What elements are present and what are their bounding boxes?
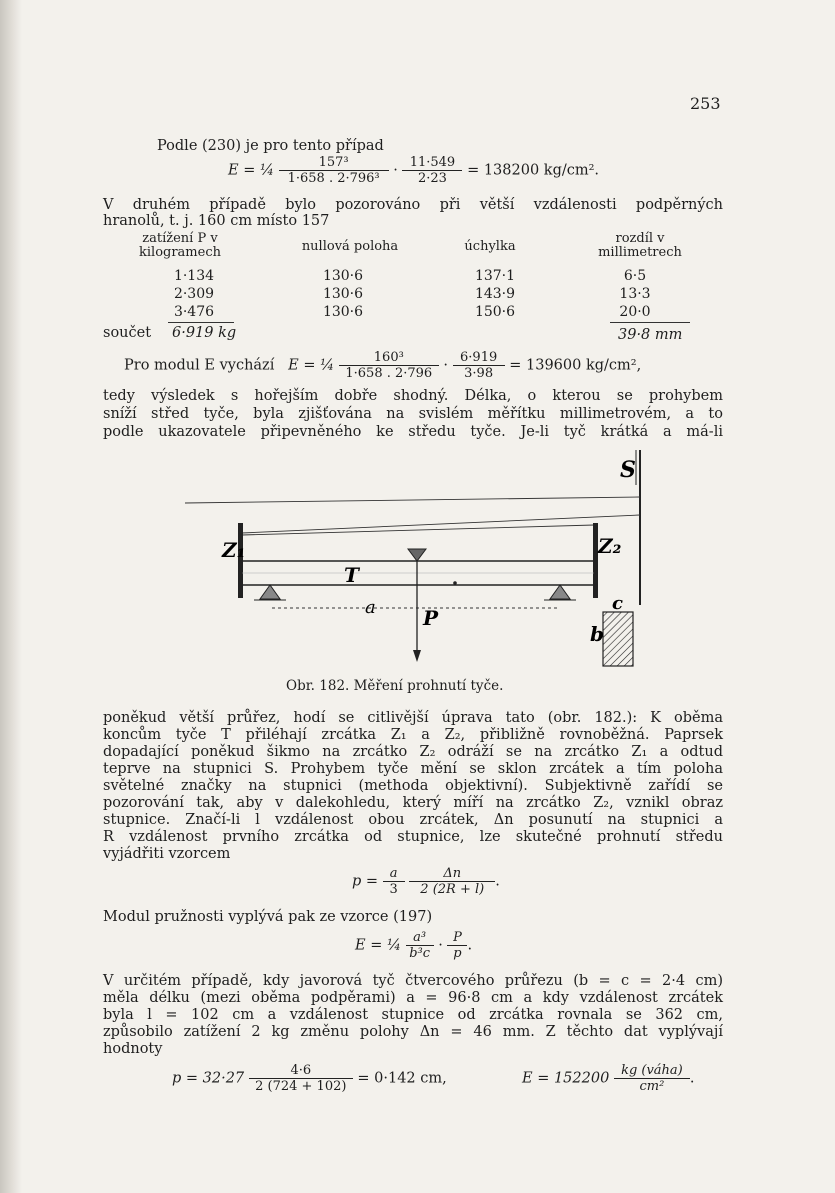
formula-e-lhs: E = ¼ (355, 937, 402, 954)
figure-caption: Obr. 182. Měření prohnutí tyče. (286, 678, 504, 694)
distance-label: a (365, 597, 376, 618)
text-line: světelné značky na stupnici (methoda objektivní). Subjektivně zařídí se (103, 778, 723, 794)
table-cell: 137·1 (474, 268, 516, 284)
formula-p-dn-num: Δn (443, 866, 462, 881)
rod-label: T (344, 563, 359, 587)
table-cell: 2·309 (173, 286, 215, 302)
table-sum-load: 6·919 kg (172, 325, 237, 341)
final-e-num: kg (váha) (621, 1063, 683, 1078)
text-line: způsobilo zatížení 2 kg změnu polohy Δn = 46 mm. Z těchto dat vyplývají (103, 1024, 723, 1040)
formula-1-num2: 11·549 (409, 155, 456, 170)
modulus-result: = 139600 kg/cm², (509, 357, 642, 374)
side-c-label: c (612, 593, 623, 614)
table-header-difference: rozdíl v millimetrech (598, 231, 682, 260)
formula-e-end: . (467, 937, 473, 954)
modulus-den2: 3·98 (453, 365, 505, 381)
final-e-lhs: E = 152200 (522, 1070, 610, 1087)
modulus-prefix: Pro modul E vychází (124, 357, 275, 374)
rod-center-mark (453, 581, 457, 585)
table-sum-label: součet (103, 325, 152, 341)
table-header-zero: nullová poloha (301, 239, 399, 254)
support-right (550, 585, 570, 599)
formula-p-end: . (495, 873, 500, 890)
text-line: vyjádřiti vzorcem (103, 846, 231, 862)
page-edge-shadow (0, 0, 22, 1193)
light-ray-reflected (242, 525, 594, 535)
mirror-z1-label: Z₁ (222, 538, 246, 562)
intro-line: Podle (230) je pro tento případ (157, 138, 384, 154)
final-p-den: 2 (724 + 102) (249, 1078, 353, 1094)
formula-1-den2: 2·23 (402, 170, 462, 186)
modulus-den1: 1·658 . 2·796 (339, 365, 439, 381)
figure-182 (180, 445, 680, 675)
side-b-label: b (590, 622, 604, 646)
table-cell: 130·6 (322, 286, 364, 302)
text-line: podle ukazovatele připevněného ke středu tyče. Je-li tyč krátká a má-li (103, 424, 723, 440)
light-ray-incoming (185, 497, 640, 503)
text-line: stupnice. Značí-li l vzdálenost obou zrcátek, Δn posunutí na stupnici a (103, 812, 723, 828)
formula-1 (228, 155, 599, 186)
formula-p-dn-den: 2 (2R + l) (409, 881, 495, 897)
formula-final-p (172, 1063, 447, 1094)
formula-e-num1: a³ (413, 930, 427, 945)
formula-p-a-num: a (389, 866, 398, 881)
formula-1-num1: 157³ (318, 155, 349, 170)
modulus-formula: Pro modul E vychází E = ¼ $\frac{\text{160³}}{1\cdot 658 . 2\cdot 796}$ · $\frac{6\cdot 919}{3\cdot 98}$ = 139600 kg/cm², (124, 350, 642, 381)
text-line: pozorování tak, aby v dalekohledu, který míří na zrcátko Z₂, vznikl obraz (103, 795, 723, 811)
modulus-num2: 6·919 (460, 350, 498, 365)
final-p-res: = 0·142 cm, (357, 1070, 447, 1087)
text-line: sníží střed tyče, byla zjišťována na svislém měřítku millimetrovém, a to (103, 406, 723, 422)
formula-e-num2: P (453, 930, 462, 945)
formula-p-lhs: p = (352, 873, 379, 890)
scale-label: S (620, 457, 636, 483)
formula-p-a-den: 3 (383, 881, 405, 897)
table-cell: 13·3 (619, 286, 651, 302)
table-cell: 130·6 (322, 304, 364, 320)
light-ray-to-scale (242, 515, 640, 533)
formula-final-e (522, 1063, 695, 1094)
final-e-den: cm² (614, 1078, 690, 1094)
sum-rule-diff (610, 322, 690, 323)
text-line: poněkud větší průřez, hodí se citlivější úprava tato (obr. 182.): K oběma (103, 710, 723, 726)
page-number: 253 (690, 94, 721, 113)
table-sum-diff: 39·8 mm (618, 327, 683, 343)
text-line: koncům tyče T přiléhají zrcátka Z₁ a Z₂, přibližně rovnoběžná. Paprsek (103, 727, 723, 743)
formula-p (352, 866, 500, 897)
table-cell: 1·134 (173, 268, 215, 284)
cross-section (603, 612, 633, 666)
formula-e: E = ¼ $\frac{\text{a³}}{\text{b³c}}$ · $\frac{P}{p}$ . (355, 930, 473, 961)
table-header-load: zatížení P v kilogramech (139, 231, 221, 260)
table-header-deflection: úchylka (464, 239, 516, 254)
formula-1-result: = 138200 kg/cm². (467, 162, 600, 179)
table-cell: 6·5 (623, 268, 647, 284)
text-line: V určitém případě, kdy javorová tyč čtvercového průřezu (b = c = 2·4 cm) (103, 973, 723, 989)
formula-1-den1: 1·658 . 2·796³ (279, 170, 389, 186)
table-cell: 130·6 (322, 268, 364, 284)
text-line: V druhém případě bylo pozorováno při větší vzdálenosti podpěrných (103, 197, 723, 213)
pointer-marker (408, 549, 426, 561)
modulus-lhs: E = ¼ (288, 357, 335, 374)
text-line: teprve na stupnici S. Prohybem tyče mění se sklon zrcátek a tím poloha (103, 761, 723, 777)
text-line: hranolů, t. j. 160 cm místo 157 (103, 213, 330, 229)
text-line: hodnoty (103, 1041, 163, 1057)
support-left (260, 585, 280, 599)
force-label: P (423, 606, 439, 630)
text-line: měla délku (mezi oběma podpěrami) a = 96·8 cm a kdy vzdálenost zrcátek (103, 990, 723, 1006)
text-line: tedy výsledek s hořejším dobře shodný. Délka, o kterou se prohybem (103, 388, 723, 404)
final-p-num: 4·6 (290, 1063, 312, 1078)
table-cell: 3·476 (173, 304, 215, 320)
modulus-num1: 160³ (373, 350, 404, 365)
table-cell: 20·0 (619, 304, 651, 320)
mirror-z2-label: Z₂ (598, 534, 622, 558)
formula-e-den2: p (447, 945, 467, 961)
final-e-end: . (689, 1070, 695, 1087)
formula-e-den1: b³c (406, 945, 434, 961)
text-line: R vzdálenost prvního zrcátka od stupnice, lze skutečné prohnutí středu (103, 829, 723, 845)
force-arrow (413, 650, 421, 662)
formula-1-dot: · (393, 162, 398, 179)
table-cell: 150·6 (474, 304, 516, 320)
text-line: byla l = 102 cm a vzdálenost stupnice od zrcátka rovnala se 362 cm, (103, 1007, 723, 1023)
formula-1-lhs: E = ¼ (228, 162, 275, 179)
table-cell: 143·9 (474, 286, 516, 302)
text-line: dopadající poněkud šikmo na zrcátko Z₂ odráží se na zrcátko Z₁ a odtud (103, 744, 723, 760)
text-line: Modul pružnosti vyplývá pak ze vzorce (197) (103, 909, 433, 925)
final-p-lhs: p = 32·27 (172, 1070, 245, 1087)
sum-rule-load (168, 322, 234, 323)
